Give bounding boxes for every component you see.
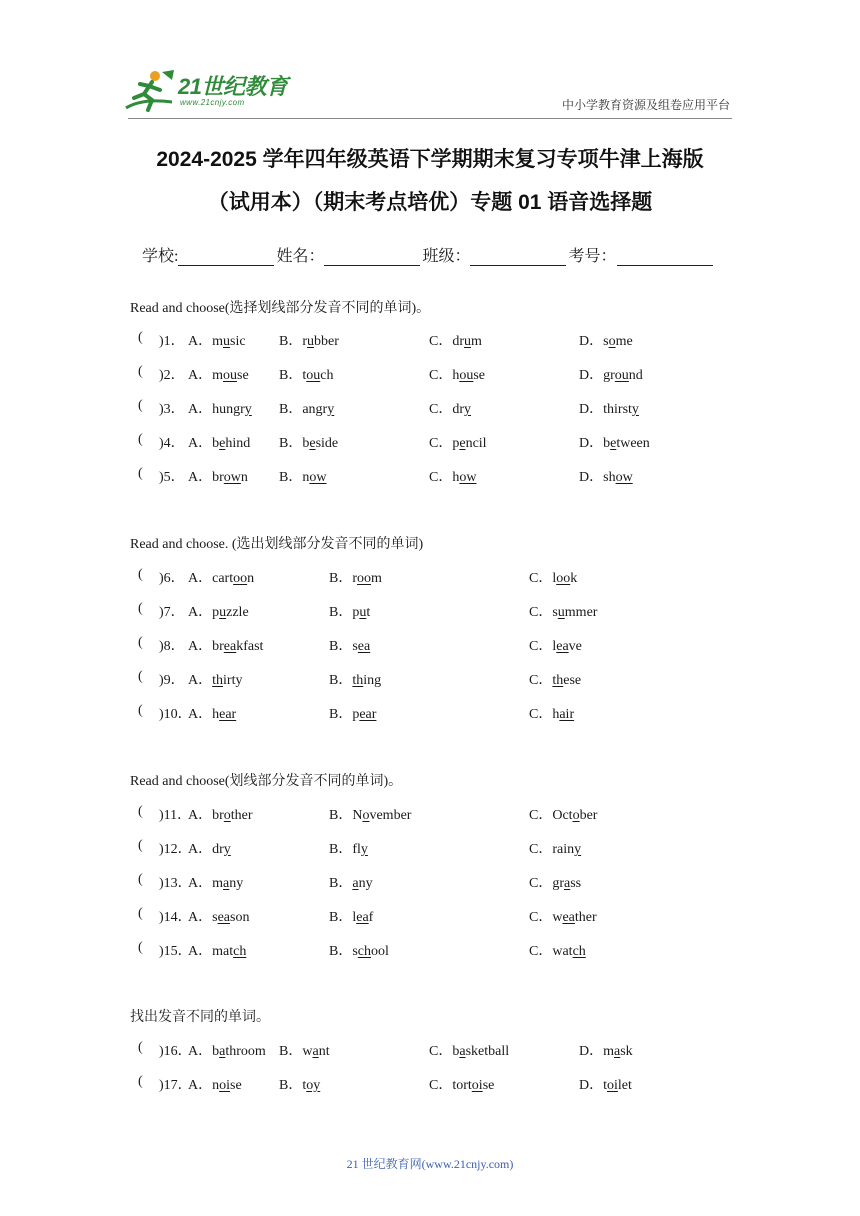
option-d[interactable]: D．thirsty [579, 402, 639, 417]
answer-blank[interactable]: ( [138, 804, 143, 819]
underlined-sound: u [359, 605, 367, 620]
underlined-sound: oi [219, 1078, 231, 1093]
option-b[interactable]: B．fly [329, 842, 368, 857]
underlined-sound: e [309, 436, 316, 451]
option-b[interactable]: B．thing [329, 673, 382, 688]
option-d[interactable]: D．mask [579, 1044, 633, 1059]
option-a[interactable]: A．season [188, 910, 250, 925]
option-c[interactable]: C．pencil [429, 436, 487, 451]
option-label: D． [579, 368, 604, 383]
underlined-sound: ch [233, 944, 247, 959]
student-info-row [142, 243, 715, 266]
underlined-sound: y [327, 402, 335, 417]
underlined-sound: e [459, 436, 466, 451]
underlined-sound: oy [306, 1078, 321, 1093]
option-b[interactable]: B．sea [329, 639, 371, 654]
option-a[interactable]: A．breakfast [188, 639, 264, 654]
option-c[interactable]: C．how [429, 470, 477, 485]
option-label: B． [279, 1078, 303, 1093]
underlined-sound: oo [556, 571, 571, 586]
section-title: Read and choose(选择划线部分发音不同的单词)。 [130, 301, 431, 316]
option-label: B． [329, 639, 353, 654]
underlined-sound: ea [357, 639, 371, 654]
question-number: )10． [159, 707, 192, 722]
option-a[interactable]: A．hear [188, 707, 237, 722]
option-label: C． [529, 707, 553, 722]
underlined-sound: u [219, 605, 227, 620]
option-label: D． [579, 402, 604, 417]
underlined-sound: ch [572, 944, 586, 959]
option-label: C． [429, 470, 453, 485]
option-c[interactable]: C．house [429, 368, 486, 383]
underlined-sound: y [360, 842, 368, 857]
underlined-sound: oo [357, 571, 372, 586]
option-a[interactable]: A．many [188, 876, 244, 891]
option-a[interactable]: A．cartoon [188, 571, 255, 586]
option-label: A． [188, 707, 213, 722]
option-label: D． [579, 334, 604, 349]
footer: 21 世纪教育网(www.21cnjy.com) [346, 1157, 514, 1171]
underlined-sound: ea [223, 639, 237, 654]
option-a[interactable]: A．noise [188, 1078, 242, 1093]
underlined-sound: o [362, 808, 370, 823]
underlined-sound: e [219, 436, 226, 451]
option-b[interactable]: B．want [279, 1044, 330, 1059]
runner-logo-icon [122, 68, 178, 114]
option-label: A． [188, 808, 213, 823]
underlined-sound: u [223, 334, 231, 349]
option-label: C． [429, 334, 453, 349]
option-label: B． [279, 470, 303, 485]
option-label: C． [429, 368, 453, 383]
option-d[interactable]: D．toilet [579, 1078, 632, 1093]
option-label: C． [429, 1044, 453, 1059]
underlined-sound: a [614, 1044, 621, 1059]
option-label: B． [329, 944, 353, 959]
option-c[interactable]: C．summer [529, 605, 598, 620]
option-label: C． [529, 944, 553, 959]
option-label: A． [188, 571, 213, 586]
option-label: C． [529, 842, 553, 857]
page-header [0, 0, 860, 125]
underlined-sound: a [223, 876, 230, 891]
underlined-sound: e [610, 436, 617, 451]
underlined-sound: o [223, 808, 231, 823]
question-number: )16． [159, 1044, 192, 1059]
underlined-sound: a [459, 1044, 466, 1059]
school-field[interactable]: 学校: [142, 243, 276, 266]
option-label: B． [329, 707, 353, 722]
option-c[interactable]: C．grass [529, 876, 582, 891]
answer-blank[interactable]: ( [138, 466, 143, 481]
option-d[interactable]: D．between [579, 436, 650, 451]
option-c[interactable]: C．look [529, 571, 578, 586]
option-c[interactable]: C．October [529, 808, 598, 823]
answer-blank[interactable]: ( [138, 635, 143, 650]
question-number: )7． [159, 605, 185, 620]
underlined-sound: air [559, 707, 575, 722]
option-label: B． [329, 910, 353, 925]
option-label: B． [329, 808, 353, 823]
option-a[interactable]: A．mouse [188, 368, 249, 383]
option-b[interactable]: B．angry [279, 402, 335, 417]
option-label: B． [279, 368, 303, 383]
underlined-sound: ea [356, 910, 369, 925]
underlined-sound: th [552, 673, 564, 688]
option-c[interactable]: C．these [529, 673, 582, 688]
answer-blank[interactable]: ( [138, 838, 143, 853]
option-label: A． [188, 876, 213, 891]
answer-blank[interactable]: ( [138, 669, 143, 684]
logo [122, 68, 292, 116]
option-label: C． [529, 673, 553, 688]
underlined-sound: ea [556, 639, 569, 654]
answer-blank[interactable]: ( [138, 1040, 143, 1055]
underlined-sound: ea [562, 910, 575, 925]
underlined-sound: ou [306, 368, 321, 383]
name-field[interactable]: 姓名： [276, 243, 422, 266]
option-label: B． [279, 1044, 303, 1059]
underlined-sound: ear [359, 707, 377, 722]
question-number: )3． [159, 402, 185, 417]
underlined-sound: ow [459, 470, 477, 485]
underlined-sound: ear [219, 707, 237, 722]
option-c[interactable]: C．basketball [429, 1044, 510, 1059]
underlined-sound: u [557, 605, 565, 620]
option-d[interactable]: D．ground [579, 368, 643, 383]
option-a[interactable]: A．match [188, 944, 247, 959]
option-c[interactable]: C．hair [529, 707, 575, 722]
option-a[interactable]: A．dry [188, 842, 231, 857]
option-label: A． [188, 673, 213, 688]
question-number: )4． [159, 436, 185, 451]
question-number: )5． [159, 470, 185, 485]
exam-number-field[interactable]: 考号： [568, 243, 714, 266]
underlined-sound: y [574, 842, 582, 857]
section-title: Read and choose(划线部分发音不同的单词)。 [130, 774, 403, 789]
class-field[interactable]: 班级： [422, 243, 568, 266]
question-number: )2． [159, 368, 185, 383]
question-number: )9． [159, 673, 185, 688]
underlined-sound: o [572, 808, 580, 823]
underlined-sound: ea [217, 910, 231, 925]
platform-label: 中小学教育资源及组卷应用平台 [561, 98, 730, 112]
question-number: )15． [159, 944, 192, 959]
underlined-sound: ch [357, 944, 372, 959]
option-d[interactable]: D．show [579, 470, 633, 485]
option-a[interactable]: A．brother [188, 808, 253, 823]
underlined-sound: y [464, 402, 472, 417]
option-label: A． [188, 470, 213, 485]
option-b[interactable]: B．leaf [329, 910, 374, 925]
option-label: A． [188, 639, 213, 654]
question-number: )13． [159, 876, 192, 891]
header-divider [128, 118, 732, 119]
option-a[interactable]: A．bathroom [188, 1044, 266, 1059]
underlined-sound: ou [614, 368, 629, 383]
option-label: A． [188, 605, 213, 620]
option-label: A． [188, 842, 213, 857]
option-c[interactable]: C．rainy [529, 842, 582, 857]
underlined-sound: ow [309, 470, 327, 485]
option-a[interactable]: A．puzzle [188, 605, 249, 620]
answer-blank[interactable]: ( [138, 432, 143, 447]
answer-blank[interactable]: ( [138, 940, 143, 955]
option-label: A． [188, 436, 213, 451]
underlined-sound: a [312, 1044, 319, 1059]
option-b[interactable]: B．touch [279, 368, 334, 383]
option-d[interactable]: D．some [579, 334, 633, 349]
option-label: A． [188, 944, 213, 959]
answer-blank[interactable]: ( [138, 703, 143, 718]
underlined-sound: u [464, 334, 472, 349]
option-b[interactable]: B．rubber [279, 334, 339, 349]
option-b[interactable]: B．November [329, 808, 412, 823]
option-a[interactable]: A．thirty [188, 673, 243, 688]
option-label: D． [579, 1078, 604, 1093]
option-label: C． [529, 639, 553, 654]
option-label: B． [329, 571, 353, 586]
option-c[interactable]: C．watch [529, 944, 586, 959]
option-a[interactable]: A．behind [188, 436, 251, 451]
option-b[interactable]: B．pear [329, 707, 377, 722]
underlined-sound: o [608, 334, 616, 349]
option-a[interactable]: A．music [188, 334, 246, 349]
underlined-sound: u [307, 334, 315, 349]
option-a[interactable]: A．brown [188, 470, 248, 485]
underlined-sound: ou [223, 368, 238, 383]
option-b[interactable]: B．toy [279, 1078, 321, 1093]
option-label: B． [329, 673, 353, 688]
underlined-sound: ou [459, 368, 474, 383]
option-label: A． [188, 1044, 213, 1059]
option-label: D． [579, 1044, 604, 1059]
option-b[interactable]: B．room [329, 571, 382, 586]
underlined-sound: oo [233, 571, 248, 586]
option-label: A． [188, 910, 213, 925]
answer-blank[interactable]: ( [138, 906, 143, 921]
option-label: C． [529, 605, 553, 620]
option-label: B． [279, 402, 303, 417]
option-label: C． [529, 876, 553, 891]
question-number: )14． [159, 910, 192, 925]
option-label: B． [329, 842, 353, 857]
option-label: A． [188, 402, 213, 417]
option-label: A． [188, 334, 213, 349]
option-label: D． [579, 470, 604, 485]
option-c[interactable]: C．tortoise [429, 1078, 495, 1093]
question-number: )11． [159, 808, 192, 823]
option-label: C． [529, 910, 553, 925]
option-c[interactable]: C．weather [529, 910, 597, 925]
option-label: C． [429, 1078, 453, 1093]
underlined-sound: y [631, 402, 639, 417]
option-label: A． [188, 368, 213, 383]
option-label: B． [279, 334, 303, 349]
section-title: Read and choose. (选出划线部分发音不同的单词) [130, 537, 424, 552]
option-label: C． [429, 402, 453, 417]
answer-blank[interactable]: ( [138, 330, 143, 345]
option-c[interactable]: C．leave [529, 639, 582, 654]
underlined-sound: oi [471, 1078, 483, 1093]
logo-url: www.21cnjy.com [180, 98, 245, 107]
option-label: C． [529, 571, 553, 586]
answer-blank[interactable]: ( [138, 872, 143, 887]
underlined-sound: ow [615, 470, 633, 485]
underlined-sound: ow [223, 470, 241, 485]
question-number: )17． [159, 1078, 192, 1093]
option-b[interactable]: B．any [329, 876, 373, 891]
underlined-sound: a [564, 876, 571, 891]
underlined-sound: a [352, 876, 359, 891]
underlined-sound: oi [607, 1078, 618, 1093]
underlined-sound: a [219, 1044, 226, 1059]
underlined-sound: th [212, 673, 224, 688]
section-title: 找出发音不同的单词。 [130, 1010, 270, 1025]
option-a[interactable]: A．hungry [188, 402, 252, 417]
underlined-sound: y [244, 402, 252, 417]
option-label: C． [529, 808, 553, 823]
answer-blank[interactable]: ( [138, 567, 143, 582]
option-c[interactable]: C．drum [429, 334, 482, 349]
underlined-sound: th [352, 673, 364, 688]
option-b[interactable]: B．now [279, 470, 327, 485]
option-label: A． [188, 1078, 213, 1093]
answer-blank[interactable]: ( [138, 364, 143, 379]
logo-text: 21世纪教育 [178, 74, 288, 99]
option-c[interactable]: C．dry [429, 402, 472, 417]
document-title-line-2: （试用本）（期末考点培优）专题 01 语音选择题 [207, 191, 653, 214]
answer-blank[interactable]: ( [138, 601, 143, 616]
option-b[interactable]: B．put [329, 605, 371, 620]
option-b[interactable]: B．school [329, 944, 389, 959]
answer-blank[interactable]: ( [138, 1074, 143, 1089]
question-number: )1． [159, 334, 185, 349]
document-title-line-1: 2024-2025 学年四年级英语下学期期末复习专项牛津上海版 [156, 148, 704, 171]
answer-blank[interactable]: ( [138, 398, 143, 413]
underlined-sound: y [223, 842, 231, 857]
option-label: C． [429, 436, 453, 451]
option-label: D． [579, 436, 604, 451]
option-label: B． [329, 605, 353, 620]
question-number: )8． [159, 639, 185, 654]
option-b[interactable]: B．beside [279, 436, 339, 451]
option-label: B． [329, 876, 353, 891]
question-number: )12． [159, 842, 192, 857]
question-number: )6． [159, 571, 185, 586]
option-label: B． [279, 436, 303, 451]
